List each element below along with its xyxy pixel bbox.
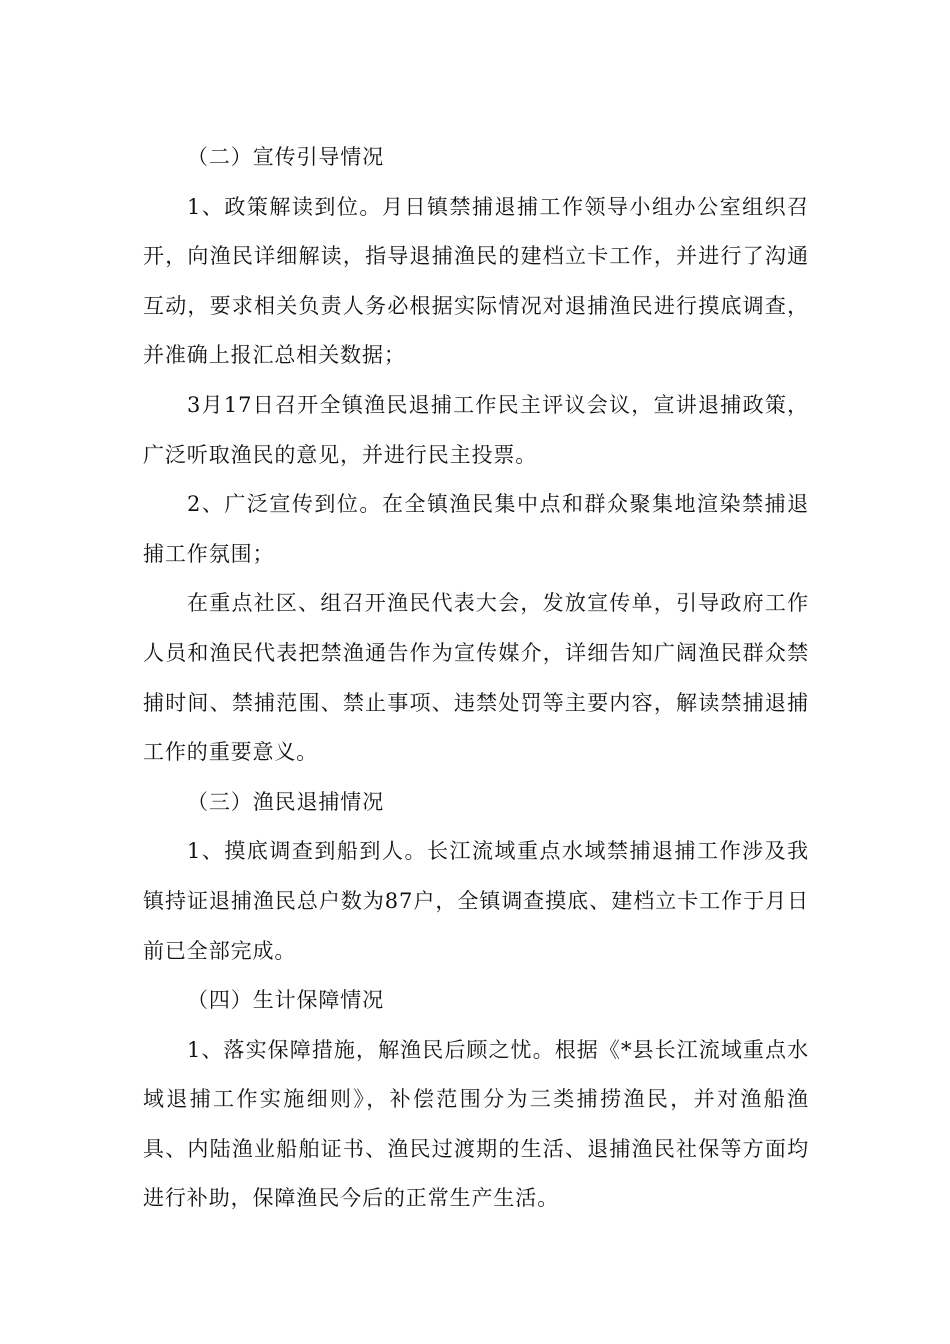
document-body <box>143 133 809 1224</box>
paragraph-survey: 1、摸底调查到船到人。长江流域重点水域禁捕退捕工作涉及我镇持证退捕渔民总户数为87户，全镇调查摸底、建档立卡工作于月日前已全部完成。 <box>143 839 809 963</box>
paragraph-broad-publicity: 2、广泛宣传到位。在全镇渔民集中点和群众聚集地渲染禁捕退捕工作氛围； <box>143 492 809 566</box>
paragraph-community-meetings: 在重点社区、组召开渔民代表大会，发放宣传单，引导政府工作人员和渔民代表把禁渔通告作为宣传媒介，详细告知广阔渔民群众禁捕时间、禁捕范围、禁止事项、违禁处罚等主要内容，解读禁捕退捕工作的重要意义。 <box>143 591 809 765</box>
paragraph-support-measures: 1、落实保障措施，解渔民后顾之忧。根据《*县长江流域重点水域退捕工作实施细则》，补偿范围分为三类捕捞渔民，并对渔船渔具、内陆渔业船舶证书、渔民过渡期的生活、退捕渔民社保等方面均进行补助，保障渔民今后的正常生产生活。 <box>143 1037 809 1211</box>
paragraph-democratic-meeting: 3月17日召开全镇渔民退捕工作民主评议会议，宣讲退捕政策，广泛听取渔民的意见，并进行民主投票。 <box>143 392 809 467</box>
section-heading-fishermen-retirement: （三）渔民退捕情况 <box>187 789 385 814</box>
section-heading-publicity: （二）宣传引导情况 <box>187 145 385 169</box>
paragraph-policy-interpretation: 1、政策解读到位。月日镇禁捕退捕工作领导小组办公室组织召开，向渔民详细解读，指导退捕渔民的建档立卡工作，并进行了沟通互动，要求相关负责人务必根据实际情况对退捕渔民进行摸底调查，并准确上报汇总相关数据； <box>143 194 809 368</box>
section-heading-livelihood: （四）生计保障情况 <box>187 988 385 1013</box>
